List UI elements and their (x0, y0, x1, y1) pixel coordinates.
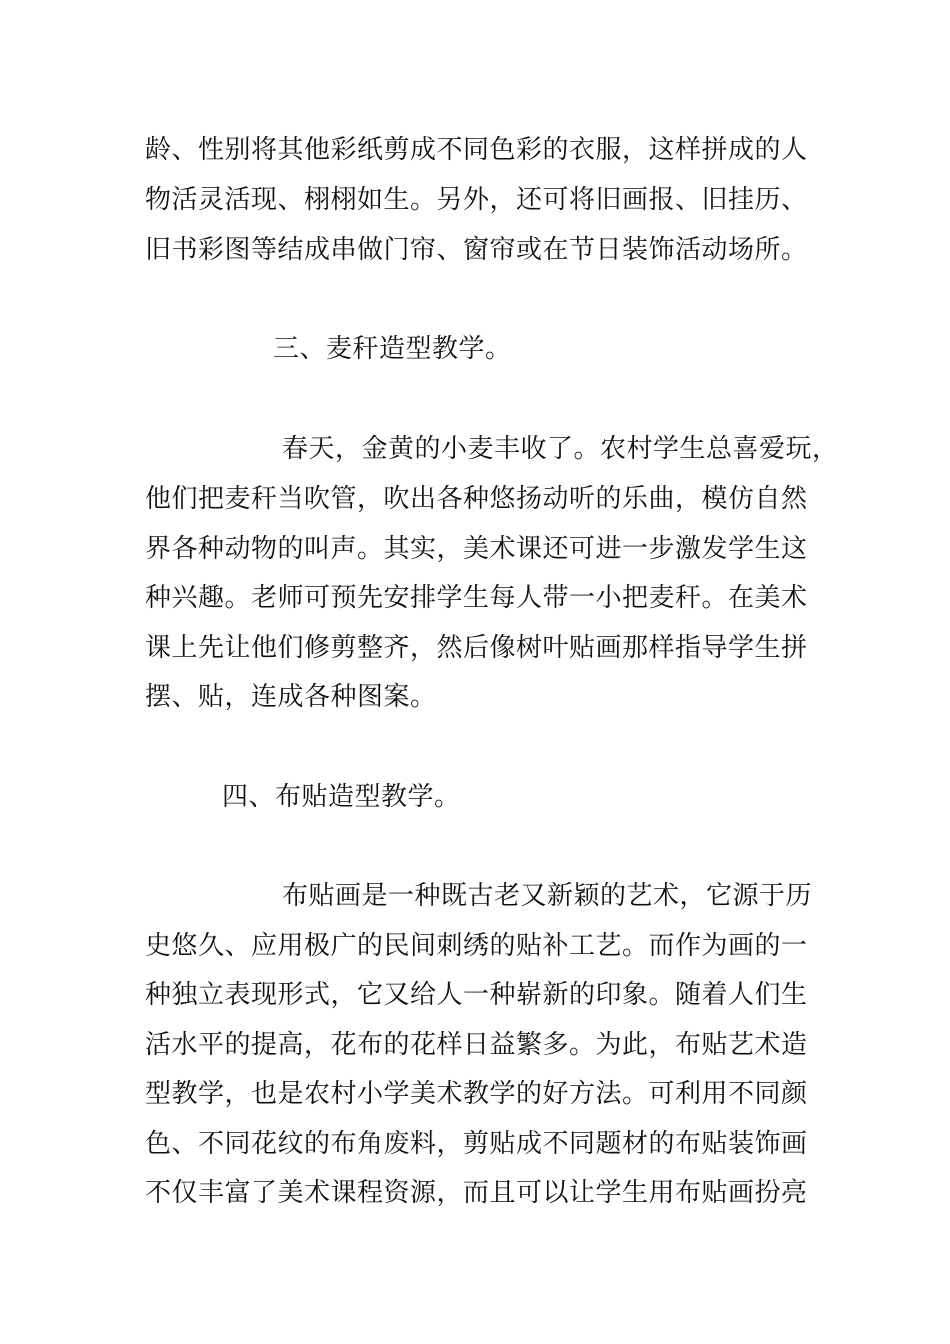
paragraph-2-line-6: 摆、贴，连成各种图案。 (145, 682, 437, 712)
paragraph-2-line-1: 春天，金黄的小麦丰收了。农村学生总喜爱玩， (282, 434, 839, 464)
paragraph-1-line-2: 物活灵活现、栩栩如生。另外，还可将旧画报、旧挂历、 (145, 185, 808, 215)
section-heading-4: 四、布贴造型教学。 (222, 782, 461, 812)
paragraph-3-line-5: 型教学，也是农村小学美术教学的好方法。可利用不同颜 (145, 1079, 808, 1109)
paragraph-3-line-7: 不仅丰富了美术课程资源，而且可以让学生用布贴画扮亮 (145, 1178, 808, 1208)
paragraph-3-line-1: 布贴画是一种既古老又新颖的艺术，它源于历 (282, 881, 813, 911)
paragraph-3-line-4: 活水平的提高，花布的花样日益繁多。为此，布贴艺术造 (145, 1030, 808, 1060)
paragraph-3-line-3: 种独立表现形式，它又给人一种崭新的印象。随着人们生 (145, 980, 808, 1010)
paragraph-2-line-4: 种兴趣。老师可预先安排学生每人带一小把麦秆。在美术 (145, 583, 808, 613)
paragraph-1-line-3: 旧书彩图等结成串做门帘、窗帘或在节日装饰活动场所。 (145, 235, 808, 265)
section-heading-3: 三、麦秆造型教学。 (273, 334, 512, 364)
paragraph-2-line-2: 他们把麦秆当吹管，吹出各种悠扬动听的乐曲，模仿自然 (145, 484, 808, 514)
paragraph-3-line-6: 色、不同花纹的布角废料，剪贴成不同题材的布贴装饰画 (145, 1129, 808, 1159)
paragraph-3-line-2: 史悠久、应用极广的民间刺绣的贴补工艺。而作为画的一 (145, 931, 808, 961)
paragraph-2-line-3: 界各种动物的叫声。其实，美术课还可进一步激发学生这 (145, 534, 808, 564)
paragraph-1-line-1: 龄、性别将其他彩纸剪成不同色彩的衣服，这样拼成的人 (145, 135, 808, 165)
paragraph-2-line-5: 课上先让他们修剪整齐，然后像树叶贴画那样指导学生拼 (145, 633, 808, 663)
